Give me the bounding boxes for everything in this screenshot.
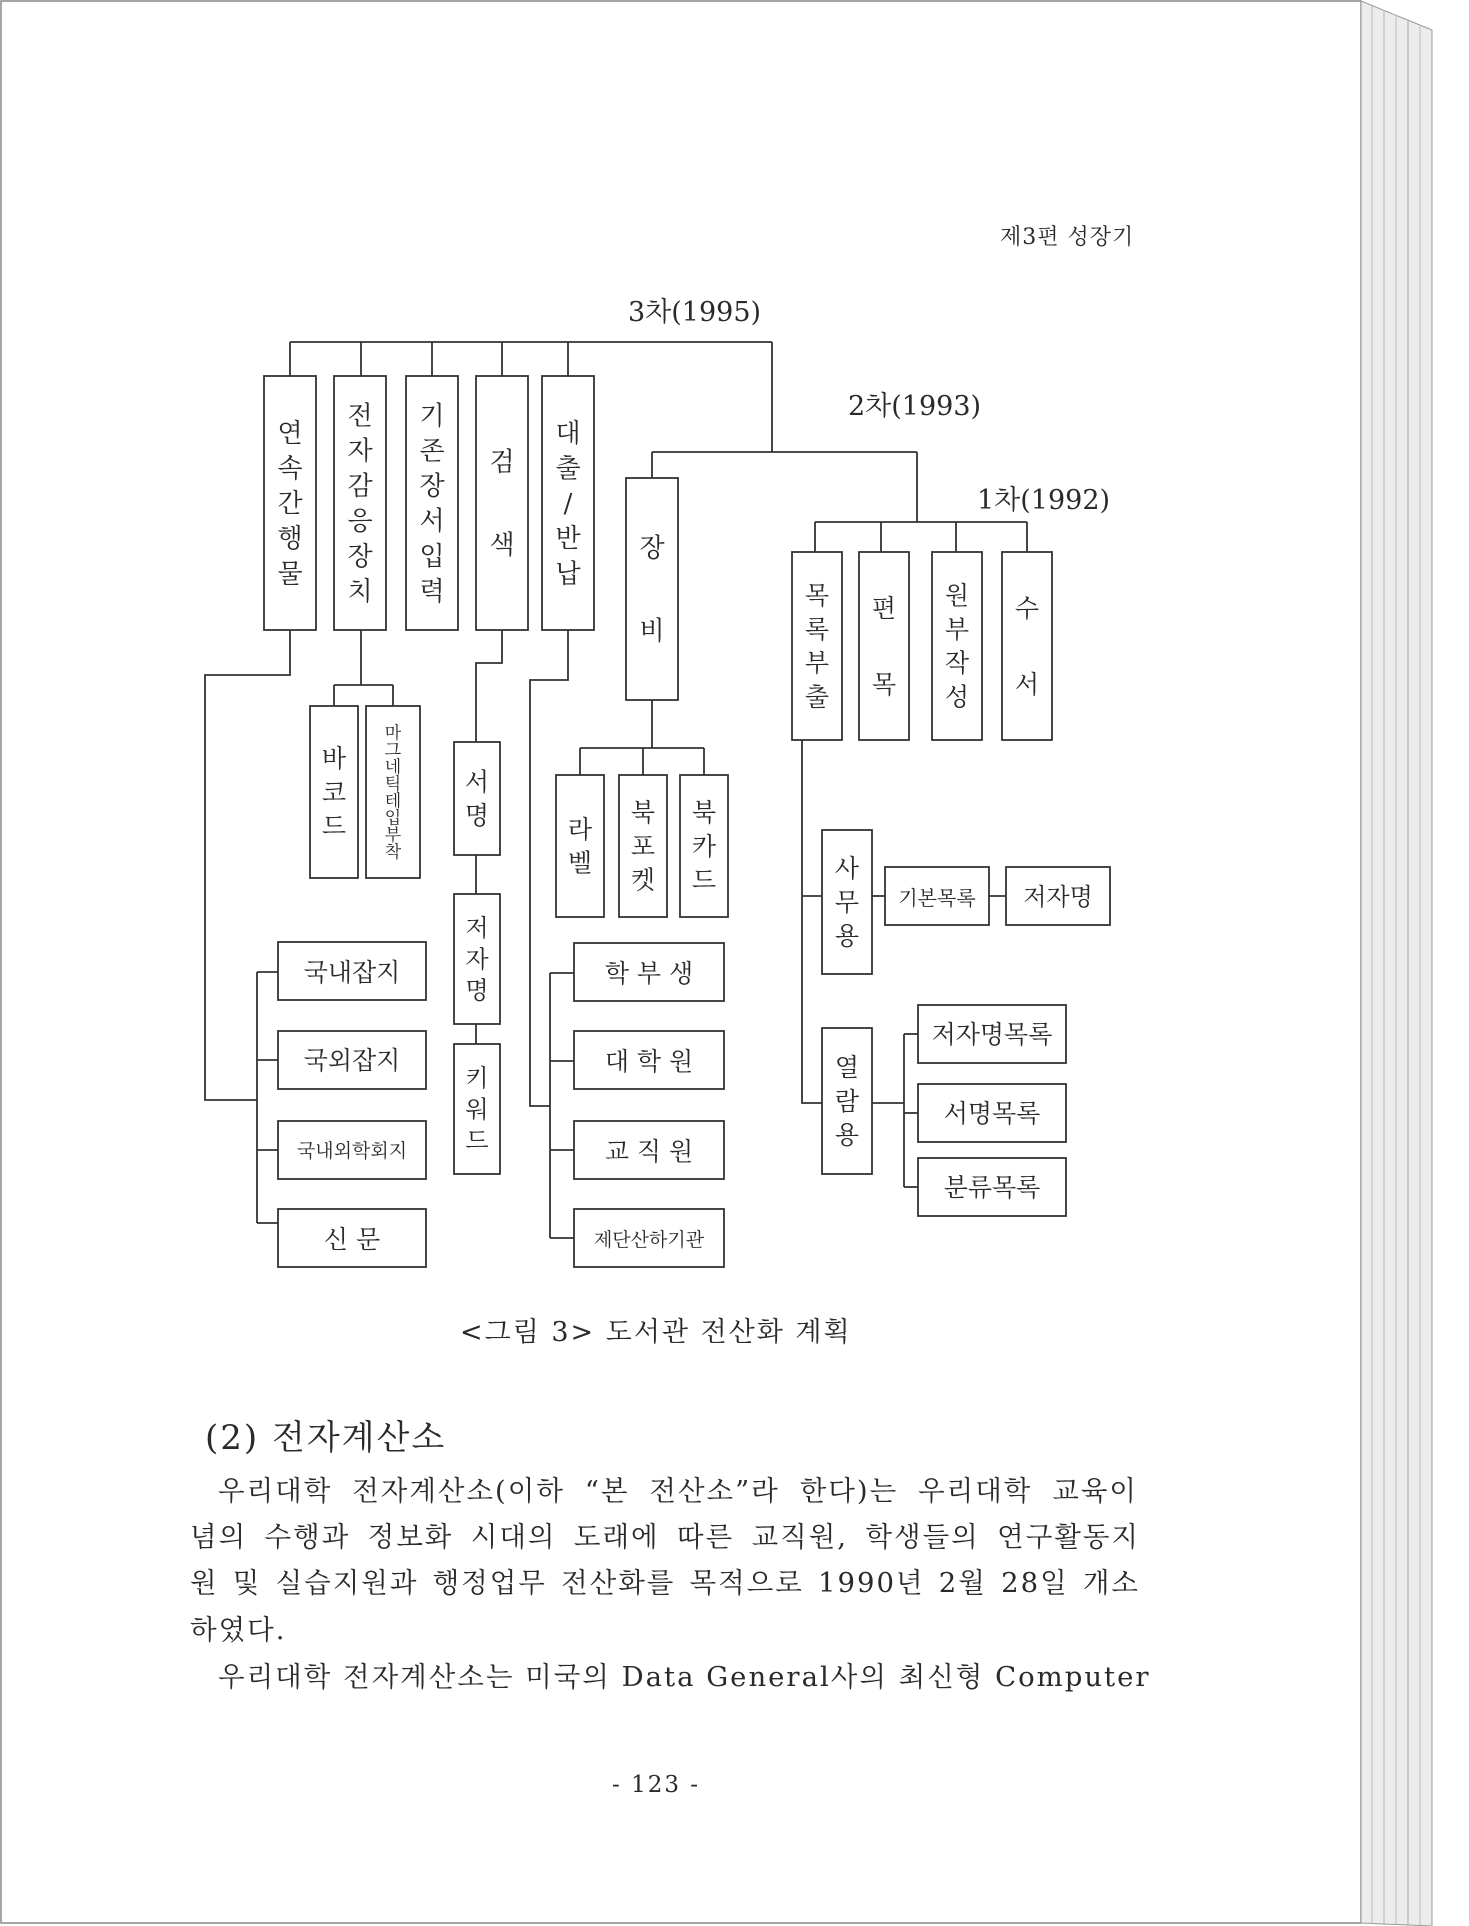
loan-item-graduate: 대 학 원 <box>604 1047 694 1076</box>
box-collection-input-label: 기 존 장 서 입 력 <box>419 401 445 607</box>
loan-item-staff: 교 직 원 <box>604 1137 694 1166</box>
office-item-basic-catalog: 기본목록 <box>898 886 976 910</box>
serial-item-foreign: 국외잡지 <box>303 1046 401 1075</box>
box-magnetic-tape-label: 마 그 네 틱 테 입 부 착 <box>384 723 402 863</box>
box-cataloging-label: 편 목 <box>871 593 897 699</box>
public-item-title-catalog: 서명목록 <box>943 1099 1041 1128</box>
public-item-author-catalog: 저자명목록 <box>931 1020 1053 1049</box>
phase3-label: 3차(1995) <box>628 297 762 328</box>
box-book-pocket-label: 북 포 켓 <box>630 798 656 895</box>
serial-item-newspaper: 신 문 <box>323 1225 381 1254</box>
box-search-label: 검 색 <box>489 447 515 561</box>
box-acquisition-label: 수 서 <box>1014 593 1040 699</box>
serial-item-journals: 국내외학회지 <box>296 1140 408 1162</box>
box-equipment-label: 장 비 <box>639 533 665 647</box>
box-book-card-label: 북 카 드 <box>691 798 717 895</box>
figure-caption: <그림 3> 도서관 전산화 계획 <box>460 1317 852 1348</box>
section-title: (2) 전자계산소 <box>205 1418 447 1458</box>
box-ledger-label: 원 부 작 성 <box>944 581 970 712</box>
body-line-1: 우리대학 전자계산소(이하 “본 전산소”라 한다)는 우리대학 교육이 <box>218 1475 1138 1507</box>
page-number: - 123 - <box>612 1772 701 1798</box>
phase1-label: 1차(1992) <box>977 485 1111 516</box>
phase2-label: 2차(1993) <box>848 391 982 422</box>
box-title-label: 서 명 <box>464 767 490 831</box>
serial-item-domestic: 국내잡지 <box>303 958 401 987</box>
box-public-use-label: 열 람 용 <box>834 1053 860 1150</box>
body-line-5: 우리대학 전자계산소는 미국의 Data General사의 최신형 Computer <box>218 1661 1151 1693</box>
loan-item-undergrad: 학 부 생 <box>604 959 694 988</box>
box-loan-return-label: 대 출 / 반 납 <box>555 418 581 590</box>
box-catalog-output-label: 목 록 부 출 <box>804 581 830 712</box>
box-office-use-label: 사 무 용 <box>834 854 860 951</box>
running-header: 제3편 성장기 <box>1000 225 1135 250</box>
box-barcode-label: 바 코 드 <box>321 744 347 841</box>
office-item-author: 저자명 <box>1023 883 1093 911</box>
loan-item-foundation: 제단산하기관 <box>593 1229 705 1251</box>
body-line-3: 원 및 실습지원과 행정업무 전산화를 목적으로 1990년 2월 28일 개소 <box>190 1567 1140 1599</box>
box-label-label: 라 벨 <box>567 814 593 878</box>
body-line-2: 념의 수행과 정보화 시대의 도래에 따른 교직원, 학생들의 연구활동지 <box>190 1521 1140 1553</box>
box-keyword-label: 키 워 드 <box>465 1064 489 1155</box>
public-item-class-catalog: 분류목록 <box>943 1173 1041 1202</box>
box-serials-label: 연 속 간 행 물 <box>277 418 303 590</box>
box-author-label: 저 자 명 <box>465 914 489 1005</box>
body-line-4: 하였다. <box>190 1614 287 1646</box>
box-sensor-label: 전 자 감 응 장 치 <box>347 401 373 607</box>
